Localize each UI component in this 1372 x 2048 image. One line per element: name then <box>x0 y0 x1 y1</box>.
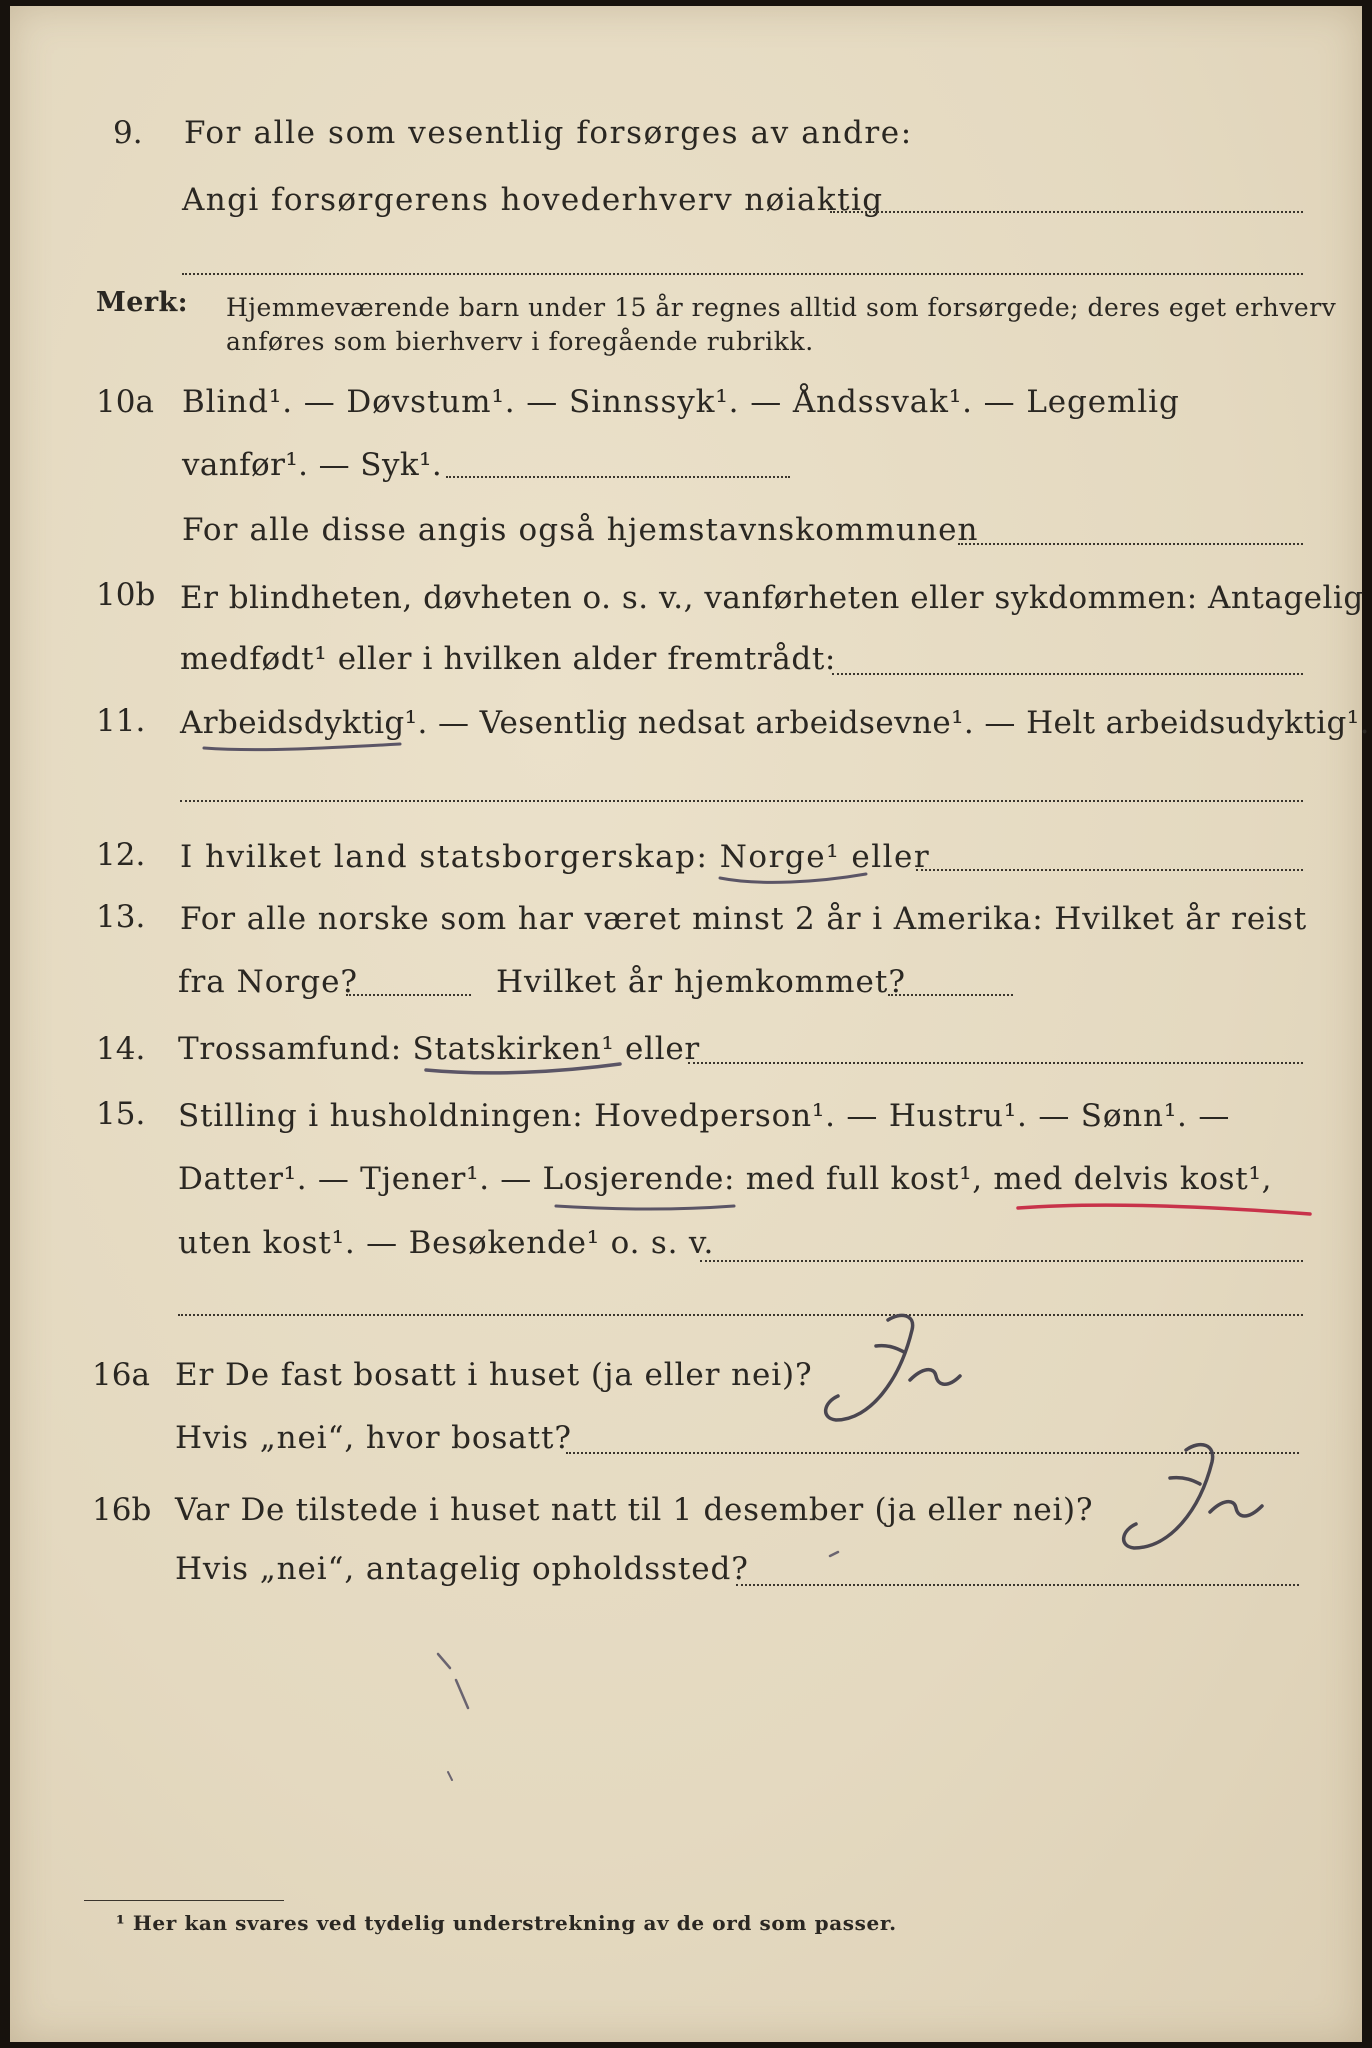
underline-norge <box>720 874 866 882</box>
question-15-text: Stilling i husholdningen: Hovedperson¹. — Hustru¹. — Sønn¹. — <box>178 1098 1231 1134</box>
underline-med-delvis-kost <box>1018 1205 1310 1214</box>
question-12-number: 12. <box>96 837 146 873</box>
question-13-text: For alle norske som har været minst 2 år i Amerika: Hvilket år reist <box>180 901 1308 937</box>
footnote-text: ¹ Her kan svares ved tydelig understrekning av de ord som passer. <box>116 1911 897 1935</box>
question-16b-number: 16b <box>92 1492 152 1528</box>
question-13-text-2a: fra Norge? <box>178 964 359 1000</box>
question-16a-text: Er De fast bosatt i huset (ja eller nei)? <box>175 1357 813 1393</box>
question-10a-number: 10a <box>96 384 154 420</box>
question-14-number: 14. <box>96 1031 146 1067</box>
question-11-number: 11. <box>96 703 146 739</box>
question-9-number: 9. <box>113 115 143 151</box>
handwritten-ja-16a <box>826 1315 960 1420</box>
question-9-text: For alle som vesentlig forsørges av andre: <box>184 115 913 151</box>
question-16b-text-2: Hvis „nei“, antagelig opholdssted? <box>175 1551 749 1587</box>
question-16a-text-2: Hvis „nei“, hvor bosatt? <box>175 1420 572 1456</box>
question-12-text: I hvilket land statsborgerskap: Norge¹ eller <box>180 839 931 875</box>
question-10a-text: Blind¹. — Døvstum¹. — Sinnssyk¹. — Åndssvak¹. — Legemlig <box>182 384 1180 420</box>
question-14-text: Trossamfund: Statskirken¹ eller <box>178 1031 700 1067</box>
pencil-mark <box>438 1654 468 1708</box>
note-text-line1: Hjemmeværende barn under 15 år regnes alltid som forsørgede; deres eget erhverv <box>226 293 1337 322</box>
question-10b-number: 10b <box>96 577 156 613</box>
question-10b-text-2: medfødt¹ eller i hvilken alder fremtrådt: <box>180 641 836 677</box>
question-10b-text: Er blindheten, døvheten o. s. v., vanførheten eller sykdommen: Antagelig <box>180 580 1364 616</box>
pencil-mark <box>448 1772 452 1780</box>
handwritten-ja-16b <box>1124 1445 1262 1548</box>
question-13-number: 13. <box>96 899 146 935</box>
pencil-mark <box>830 1552 838 1556</box>
question-15-number: 15. <box>96 1096 146 1132</box>
note-text-line2: anføres som bierhverv i foregående rubrikk. <box>226 327 814 356</box>
question-16a-number: 16a <box>92 1357 150 1393</box>
question-16b-text: Var De tilstede i huset natt til 1 desember (ja eller nei)? <box>175 1492 1094 1528</box>
underline-arbeidsdyktig <box>204 744 400 750</box>
note-label: Merk: <box>96 287 188 318</box>
question-15-text-2: Datter¹. — Tjener¹. — Losjerende: med full kost¹, med delvis kost¹, <box>178 1161 1273 1197</box>
underline-statskirken <box>426 1064 620 1073</box>
question-10a-text-2: vanfør¹. — Syk¹. <box>182 447 443 483</box>
question-9-subtext: Angi forsørgerens hovederhverv nøiaktig <box>182 182 884 218</box>
question-15-text-3: uten kost¹. — Besøkende¹ o. s. v. <box>178 1225 715 1261</box>
question-11-text: Arbeidsdyktig¹. — Vesentlig nedsat arbeidsevne¹. — Helt arbeidsudyktig¹. <box>180 705 1370 741</box>
question-13-text-2b: Hvilket år hjemkommet? <box>496 964 906 1000</box>
underline-losjerende <box>556 1206 734 1209</box>
question-10a-text-3: For alle disse angis også hjemstavnskommunen <box>182 512 979 548</box>
